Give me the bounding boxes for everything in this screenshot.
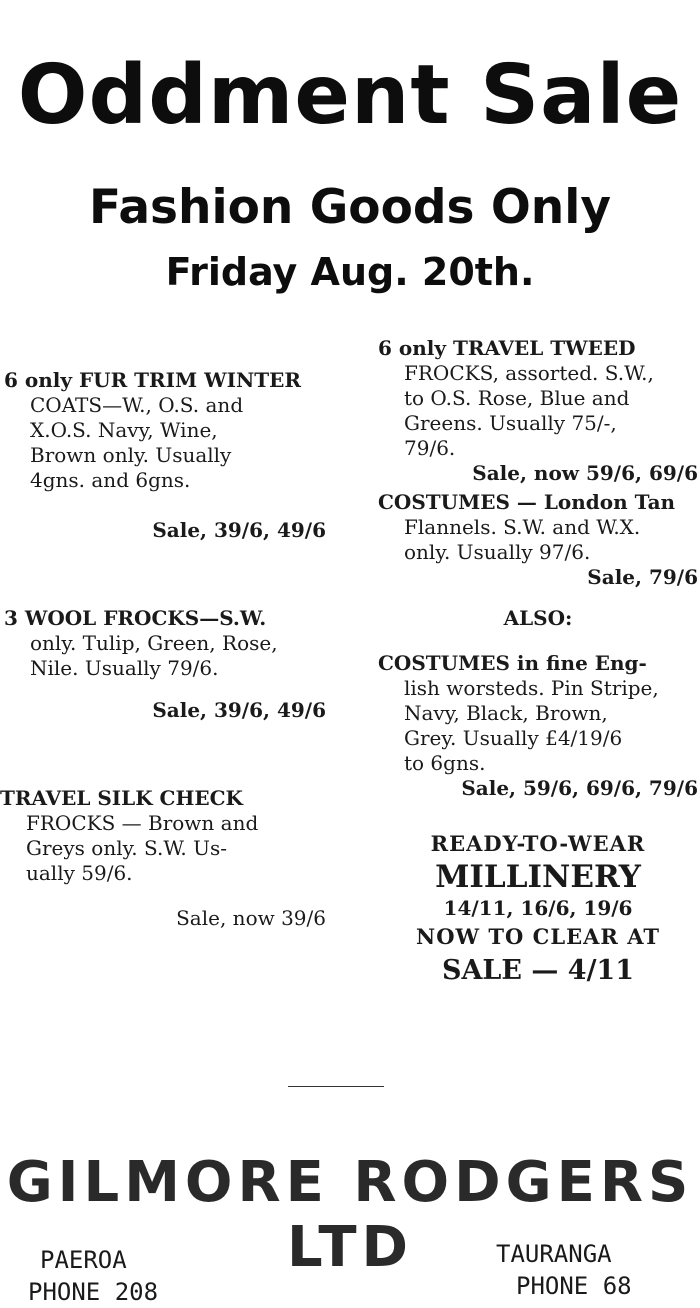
advert-title: Oddment Sale: [17, 48, 683, 143]
millinery-line: READY-TO-WEAR: [430, 831, 646, 856]
sale-price: Sale, 39/6, 49/6: [152, 518, 326, 542]
item-heading: 6 only TRAVEL TWEED: [378, 336, 636, 360]
item-line: Greens. Usually 75/-,: [404, 411, 617, 435]
sale-price: Sale, 59/6, 69/6, 79/6: [461, 776, 698, 800]
item-costumes-worsted: [378, 651, 698, 801]
millinery-sale-price: SALE — 4/11: [441, 955, 635, 986]
item-heading: 3 WOOL FROCKS—S.W.: [4, 606, 267, 630]
item-wool-frocks: [4, 606, 326, 723]
company-name: GILMORE RODGERS LTD: [6, 1150, 694, 1280]
sale-price: Sale, now 39/6: [176, 906, 326, 930]
item-line: only. Usually 97/6.: [404, 540, 591, 564]
item-travel-silk-check: [0, 786, 326, 931]
item-line: 79/6.: [404, 436, 456, 460]
item-line: Nile. Usually 79/6.: [30, 656, 219, 680]
branch-tauranga: [496, 1238, 632, 1302]
sale-price: Sale, now 59/6, 69/6: [472, 461, 698, 485]
item-line: X.O.S. Navy, Wine,: [30, 418, 218, 442]
item-travel-tweed-frocks: [378, 336, 698, 486]
sale-date: Friday Aug. 20th.: [165, 250, 535, 294]
item-line: Flannels. S.W. and W.X.: [404, 515, 641, 539]
branch-phone: PHONE 68: [516, 1272, 632, 1300]
branch-phone: PHONE 208: [28, 1278, 159, 1306]
item-line: 4gns. and 6gns.: [30, 468, 191, 492]
item-line: Navy, Black, Brown,: [404, 701, 608, 725]
millinery-block: [378, 829, 698, 989]
item-fur-trim-coats: [4, 368, 326, 543]
millinery-line: NOW TO CLEAR AT: [416, 924, 660, 949]
left-column: [0, 368, 326, 931]
item-line: COATS—W., O.S. and: [30, 393, 244, 417]
item-line: to 6gns.: [404, 751, 486, 775]
item-line: Brown only. Usually: [30, 443, 232, 467]
item-heading: 6 only FUR TRIM WINTER: [4, 368, 301, 392]
item-heading: COSTUMES — London Tan: [378, 490, 676, 514]
item-line: to O.S. Rose, Blue and: [404, 386, 630, 410]
item-line: Greys only. S.W. Us-: [26, 836, 227, 860]
item-line: FROCKS, assorted. S.W.,: [404, 361, 654, 385]
item-line: ually 59/6.: [26, 861, 133, 885]
divider-rule: [288, 1086, 384, 1087]
item-line: lish worsteds. Pin Stripe,: [404, 676, 659, 700]
item-line: only. Tulip, Green, Rose,: [30, 631, 278, 655]
right-column: [378, 336, 698, 989]
millinery-heading: MILLINERY: [435, 859, 641, 895]
branch-town: PAEROA: [40, 1246, 127, 1274]
item-heading: TRAVEL SILK CHECK: [0, 786, 243, 810]
sale-price: Sale, 79/6: [587, 565, 698, 589]
branch-town: TAURANGA: [496, 1240, 612, 1268]
item-heading: COSTUMES in fine Eng-: [378, 651, 647, 675]
item-costumes-tan: [378, 490, 698, 590]
item-line: FROCKS — Brown and: [26, 811, 259, 835]
item-line: Grey. Usually £4/19/6: [404, 726, 623, 750]
also-heading: ALSO:: [503, 606, 573, 630]
branch-paeroa: [28, 1244, 158, 1308]
advert-subtitle: Fashion Goods Only: [88, 180, 612, 235]
millinery-prices: 14/11, 16/6, 19/6: [443, 896, 633, 920]
sale-price: Sale, 39/6, 49/6: [152, 698, 326, 722]
